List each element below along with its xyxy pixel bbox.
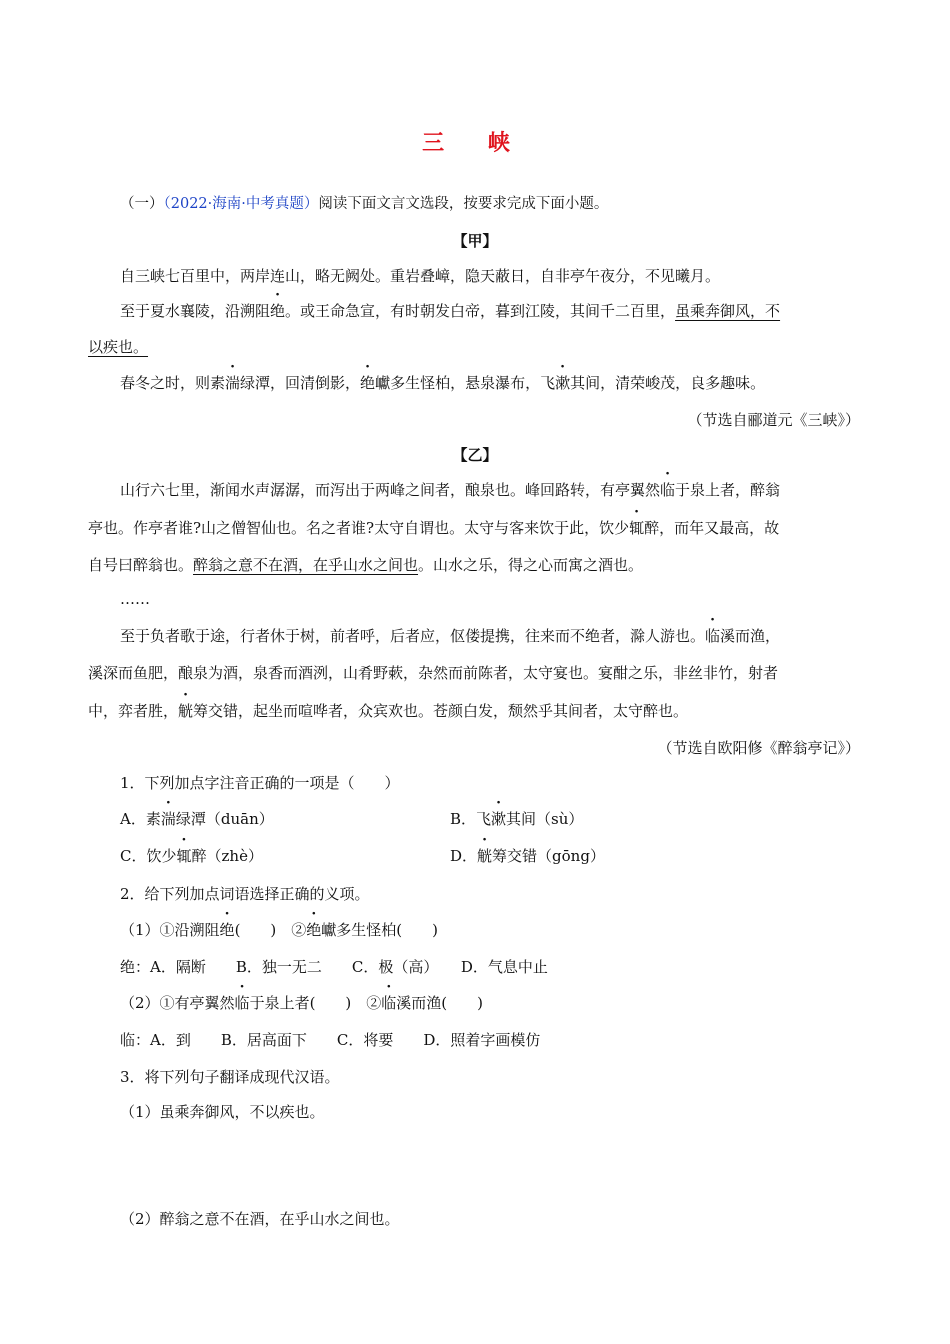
underlined-sentence: 醉翁之意不在酒，在乎山水之间也 — [193, 556, 419, 574]
dotted-char: 觥 — [178, 702, 194, 720]
question-3-sub-1: （1）虽乘奔御风，不以疾也。 — [120, 1103, 325, 1121]
lin-meanings: 临：A．到 B．居高面下 C．将要 D．照着字画模仿 — [120, 1031, 541, 1049]
dotted-char: 临 — [234, 994, 250, 1012]
yi-paragraph-1-line-2: 亭也。作亭者谁?山之僧智仙也。名之者谁?太守自谓也。太守与客来饮于此，饮少辄醉，而年又最高，故 — [88, 519, 780, 537]
ellipsis: …… — [120, 590, 150, 608]
dotted-char: 临 — [705, 627, 721, 645]
question-2-sub-2: （2）①有亭翼然临于泉上者( ) ②临溪而渔( ) — [120, 994, 484, 1012]
yi-source: （节选自欧阳修《醉翁亭记》） — [657, 739, 860, 757]
intro-prefix: （一） — [120, 196, 164, 212]
dotted-char: 绝 — [219, 921, 235, 939]
yi-paragraph-2: 至于负者歌于途，行者休于树，前者呼，后者应，伛偻提携，往来而不绝者，滁人游也。临溪而渔， — [120, 627, 781, 645]
option-d[interactable]: D．觥筹交错（gōng） — [450, 847, 605, 865]
source-link[interactable]: （2022·海南·中考真题） — [163, 196, 319, 212]
intro-text: 阅读下面文言文选段，按要求完成下面小题。 — [318, 196, 609, 212]
question-2-sub-1: （1）①沿溯阻绝( ) ②绝巘多生怪柏( ) — [120, 921, 439, 939]
jia-paragraph-2: 至于夏水襄陵，沿溯阻绝。或王命急宣，有时朝发白帝，暮到江陵，其间千二百里，虽乘奔御风，不 — [120, 302, 781, 320]
section-heading-jia: 【甲】 — [452, 232, 498, 250]
jia-paragraph-3: 春冬之时，则素湍绿潭，回清倒影，绝巘多生怪柏，悬泉瀑布，飞漱其间，清荣峻茂，良多趣味。 — [120, 374, 766, 392]
question-2-stem: 2．给下列加点词语选择正确的义项。 — [120, 885, 370, 903]
yi-paragraph-2-line-2: 溪深而鱼肥，酿泉为酒，泉香而酒洌，山肴野蔌，杂然而前陈者，太守宴也。宴酣之乐，非丝非竹，射者 — [88, 664, 779, 682]
question-3-sub-2: （2）醉翁之意不在酒，在乎山水之间也。 — [120, 1210, 400, 1228]
question-1-row-1 — [120, 809, 892, 829]
intro-line — [120, 194, 892, 214]
question-1-stem: 1．下列加点字注音正确的一项是（ ） — [120, 774, 400, 792]
jue-meanings: 绝：A．隔断 B．独一无二 C．极（高） D．气息中止 — [120, 958, 548, 976]
jia-source: （节选自郦道元《三峡》） — [687, 411, 860, 429]
question-3-stem: 3．将下列句子翻译成现代汉语。 — [120, 1068, 340, 1086]
underlined-sentence-cont: 以疾也。 — [88, 338, 149, 356]
section-heading-yi: 【乙】 — [452, 446, 498, 464]
underlined-sentence: 虽乘奔御风，不 — [675, 302, 781, 320]
yi-paragraph-2-line-3: 中，弈者胜，觥筹交错，起坐而喧哗者，众宾欢也。苍颜白发，颓然乎其间者，太守醉也。 — [88, 702, 689, 720]
dotted-char: 湍 — [225, 374, 241, 392]
dotted-char: 绝 — [360, 374, 376, 392]
option-b[interactable]: B．飞漱其间（sù） — [450, 810, 584, 828]
yi-paragraph-1-line-3: 自号曰醉翁也。醉翁之意不在酒，在乎山水之间也。山水之乐，得之心而寓之酒也。 — [88, 556, 644, 574]
dotted-char: 绝 — [270, 302, 286, 320]
page-title: 三 峡 — [422, 130, 528, 156]
jia-paragraph-2-cont — [88, 337, 860, 357]
option-c[interactable]: C．饮少辄醉（zhè） — [120, 847, 263, 865]
dotted-char: 临 — [660, 481, 676, 499]
question-1-row-2 — [120, 846, 892, 866]
dotted-char: 绝 — [306, 921, 322, 939]
dotted-char: 辄 — [629, 519, 645, 537]
dotted-char: 漱 — [555, 374, 571, 392]
jia-paragraph-1: 自三峡七百里中，两岸连山，略无阙处。重岩叠嶂，隐天蔽日，自非亭午夜分，不见曦月。 — [120, 267, 721, 285]
dotted-char: 临 — [381, 994, 397, 1012]
yi-paragraph-1: 山行六七里，渐闻水声潺潺，而泻出于两峰之间者，酿泉也。峰回路转，有亭翼然临于泉上者，醉翁 — [120, 481, 781, 499]
option-a[interactable]: A．素湍绿潭（duān） — [120, 810, 274, 828]
